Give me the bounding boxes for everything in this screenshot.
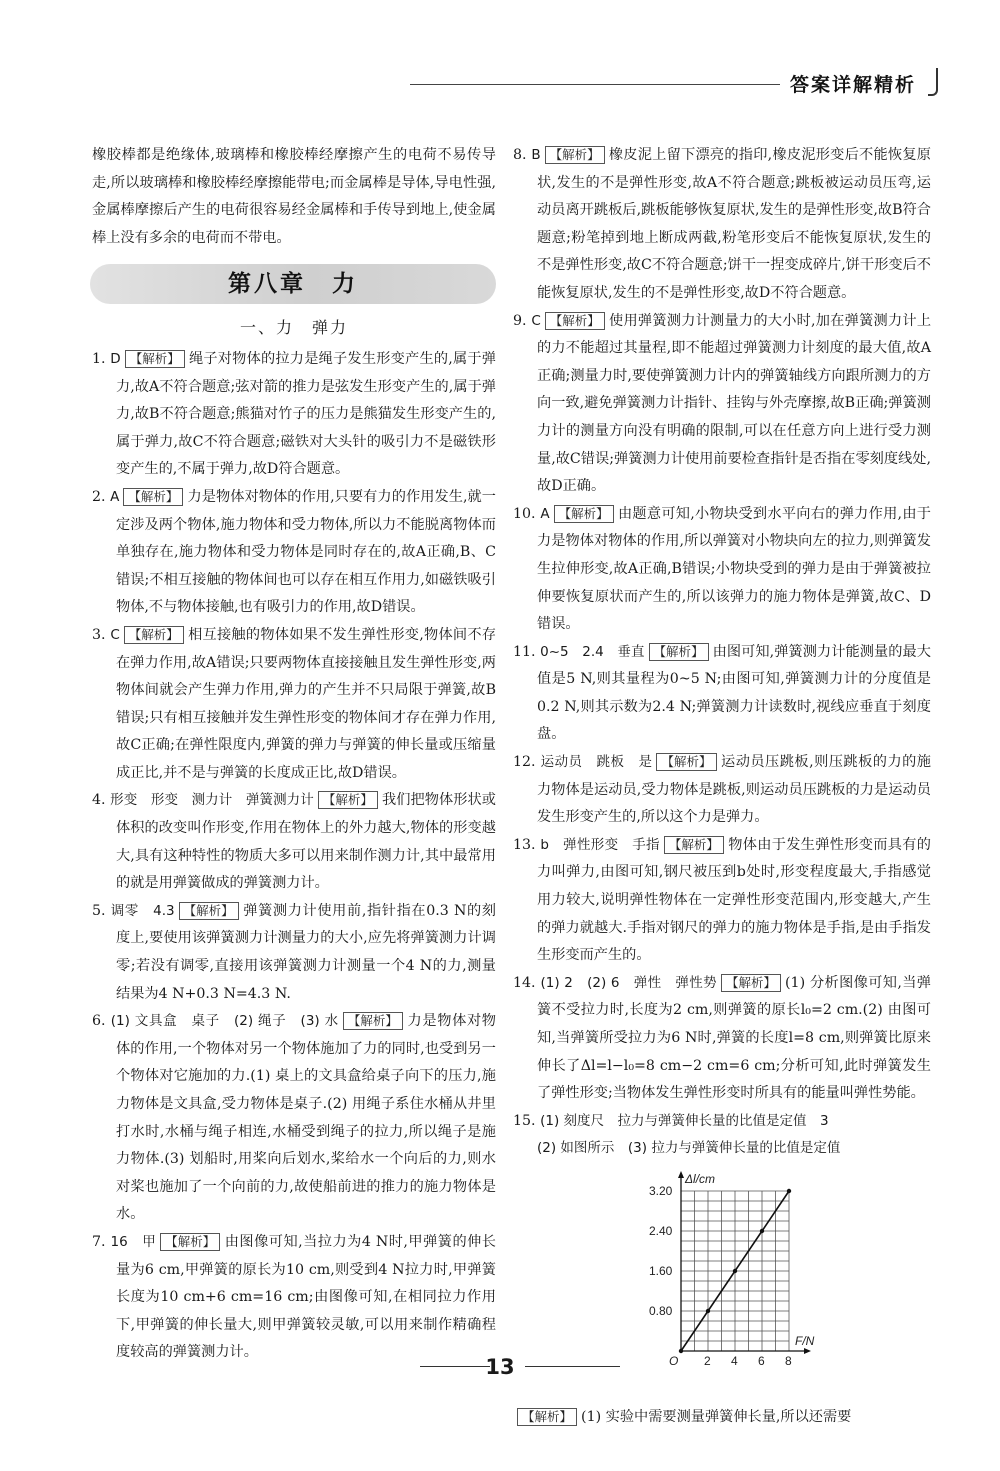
y-tick-label: 0.80: [649, 1303, 673, 1318]
header-bracket: [928, 68, 938, 96]
x-tick-label: 2: [704, 1353, 711, 1368]
item-number: 14.: [513, 974, 536, 991]
item-explanation: 我们把物体形状或体积的改变叫作形变,作用在物体上的外力越大,物体的形变越大,具有这种特性的物质大多可以用来制作测力计,其中最常用的就是用弹簧做成的弹簧测力计。: [116, 792, 496, 892]
answer-item: [92, 898, 496, 1008]
explanation-tag: 【 解析 】: [545, 312, 605, 330]
item-number: 3.: [92, 626, 106, 643]
explanation-text: (1) 实验中需要测量弹簧伸长量,所以还需要: [581, 1408, 852, 1425]
explanation-tag: 【 解析 】: [179, 902, 239, 920]
x-tick-label: 8: [785, 1353, 792, 1368]
answer-item: [92, 1008, 496, 1229]
item-number: 5.: [92, 902, 106, 919]
item-number: 10.: [513, 505, 536, 522]
answer-item: [513, 142, 931, 308]
item-answer: 形变 形变 测力计 弹簧测力计: [110, 792, 314, 809]
item-number: 4.: [92, 792, 106, 809]
item-answer: 运动员 跳板 是: [540, 754, 653, 771]
answer-item: [92, 787, 496, 897]
left-answer-list: [92, 346, 496, 1367]
item-explanation: 由题意可知,小物块受到水平向右的弹力作用,由于力是物体对物体的作用,所以弹簧对小物块向左的拉力,则弹簧发生拉伸形变,故A正确,B错误;小物块受到的弹力是由于弹簧被拉伸要恢复原状而产生的,所以该弹力的施力物体是弹簧,故C、D错误。: [537, 505, 931, 633]
item-explanation: 相互接触的物体如果不发生弹性形变,物体间不存在弹力作用,故A错误;只要两物体直接接触且发生弹性形变,两物体间就会产生弹力作用,弹力的产生并不只局限于弹簧,故B错误;只有相互接触并发生弹性形变的物体间才存在弹力作用,故C正确;在弹性限度内,弹簧的弹力与弹簧的伸长量或压缩量成正比,并不是与弹簧的长度成正比,故D错误。: [116, 626, 497, 781]
explanation-tag: 【 解析 】: [123, 488, 183, 506]
item-explanation: 弹簧测力计使用前,指针指在0.3 N的刻度上,要使用该弹簧测力计测量力的大小,应先将弹簧测力计调零;若没有调零,直接用该弹簧测力计测量一个4 N的力,测量结果为4 N+0.3 N=4.3 N.: [116, 902, 496, 1002]
item-number: 7.: [92, 1233, 106, 1250]
data-point: [679, 1349, 683, 1353]
item-explanation: (1) 分析图像可知,当弹簧不受拉力时,长度为2 cm,则弹簧的原长l₀=2 cm.(2) 由图可知,当弹簧所受拉力为6 N时,弹簧的长度l=8 cm,则弹簧比原来伸长了Δl=l−l₀=8 cm−2 cm=6 cm;分析可知,此时弹簧发生了弹性形变;当物体发生弹性形变时所具有的能量叫弹性势能。: [537, 974, 931, 1102]
explanation-tag: 【 解析 】: [721, 974, 781, 992]
intro-paragraph: 橡胶棒都是绝缘体,玻璃棒和橡胶棒经摩擦产生的电荷不易传导走,所以玻璃棒和橡胶棒经摩擦能带电;而金属棒是导体,导电性强,金属棒摩擦后产生的电荷很容易经金属棒和手传导到地上,使金属棒上没有多余的电荷而不带电。: [92, 147, 496, 246]
x-tick-label: 4: [731, 1353, 738, 1368]
answer-item: [92, 484, 496, 622]
answer-item: [513, 832, 931, 970]
item-explanation: 由图可知,弹簧测力计能测量的最大值是5 N,则其量程为0~5 N;由图可知,弹簧测力计的分度值是0.2 N,则其示数为2.4 N;弹簧测力计读数时,视线应垂直于刻度盘。: [537, 643, 931, 743]
data-point: [706, 1309, 710, 1313]
item-answer: b 弹性形变 手指: [540, 836, 660, 853]
item-number: 8.: [513, 147, 527, 163]
item-explanation: 由图像可知,当拉力为4 N时,甲弹簧的伸长量为6 cm,甲弹簧的原长为10 cm,则受到4 N拉力时,甲弹簧长度为10 cm+6 cm=16 cm;由图像可知,在相同拉力作用下,甲弹簧的伸长量大,则甲弹簧较灵敏,可以用来制作精确程度较高的弹簧测力计。: [116, 1233, 496, 1361]
explanation-tag: 【 解析 】: [664, 836, 724, 854]
item-answer: C: [531, 312, 541, 329]
x-axis-label: F/N: [795, 1333, 815, 1348]
answer-item: [92, 1229, 496, 1367]
y-tick-label: 1.60: [649, 1263, 673, 1278]
explanation-tag: 【 解析 】: [517, 1408, 577, 1426]
answer-item: [92, 346, 496, 484]
origin-label: O: [669, 1353, 679, 1368]
item-number: 11.: [513, 643, 536, 660]
item-answer: (1) 2 (2) 6 弹性 弹性势: [540, 974, 717, 991]
item-explanation: 力是物体对物体的作用,一个物体对另一个物体施加了力的同时,也受到另一个物体对它施加的力.(1) 桌上的文具盒给桌子向下的压力,施力物体是文具盒,受力物体是桌子.(2) 用绳子系住水桶从井里打水时,水桶与绳子相连,水桶受到绳子的拉力,所以绳子是施力物体.(3) 划船时,用桨向后划水,桨给水一个向后的力,则水对桨也施加了一个向前的力,故使船前进的推力的施力物体是水。: [116, 1013, 496, 1223]
explanation-tail: [513, 1404, 931, 1432]
data-point: [733, 1269, 737, 1273]
item-explanation: 物体由于发生弹性形变而具有的力叫弹力,由图可知,钢尺被压到b处时,形变程度最大,手指感觉用力较大,说明弹性物体在一定弹性形变范围内,形变越大,产生的弹力就越大.手指对钢尺的弹力的施力物体是手指,是由手指发生形变而产生的。: [537, 836, 931, 964]
page-rule-right: [525, 1366, 620, 1367]
item-answer: 0~5 2.4 垂直: [540, 643, 645, 660]
explanation-tag: 【 解析 】: [649, 643, 709, 661]
y-axis-arrow: [678, 1171, 684, 1178]
item-number: 2.: [92, 488, 106, 505]
item-answer: (1) 文具盒 桌子 (2) 绳子 (3) 水: [110, 1013, 339, 1030]
item-answer: A: [110, 488, 120, 505]
item-number: 9.: [513, 312, 527, 329]
explanation-tag: 【 解析 】: [554, 505, 614, 523]
item-explanation: 使用弹簧测力计测量力的大小时,加在弹簧测力计上的力不能超过其量程,即不能超过弹簧测力计刻度的最大值,故A正确;测量力时,要使弹簧测力计内的弹簧轴线方向跟所测力的方向一致,避免弹簧测力计指针、挂钩与外壳摩擦,故B正确;弹簧测力计的测量方向没有明确的限制,可以在任意方向上进行受力测量,故C错误;弹簧测力计使用前要检查指针是否指在零刻度线处,故D正确。: [537, 312, 932, 495]
answer-item: [513, 970, 931, 1108]
item-answer: D: [110, 350, 121, 367]
explanation-tag: 【 解析 】: [545, 146, 605, 164]
explanation-tag: 【 解析 】: [343, 1012, 403, 1030]
section-title: 一、力 弹力: [239, 318, 348, 338]
item-explanation: 运动员压跳板,则压跳板的力的施力物体是运动员,受力物体是跳板,则运动员压跳板的力是运动员发生形变产生的,所以这个力是弹力。: [537, 754, 931, 826]
item-answer: C: [110, 626, 120, 643]
right-answer-list: [513, 142, 931, 1108]
header-title: 答案详解精析: [790, 74, 917, 96]
answer-item: [513, 308, 931, 501]
item-explanation: 力是物体对物体的作用,只要有力的作用发生,就一定涉及两个物体,施力物体和受力物体,所以力不能脱离物体而单独存在,施力物体和受力物体是同时存在的,故A正确,B、C错误;不相互接触的物体间也可以存在相互作用力,如磁铁吸引物体,不与物体接触,也有吸引力的作用,故D错误。: [116, 488, 496, 616]
data-point: [760, 1229, 764, 1233]
item-answer: B: [531, 147, 541, 163]
answer-item-15: [513, 1108, 931, 1163]
item-number: 1.: [92, 350, 106, 367]
item-number: 13.: [513, 836, 536, 853]
item-explanation: 绳子对物体的拉力是绳子发生形变产生的,属于弹力,故A不符合题意;弦对箭的推力是弦发生形变产生的,属于弹力,故B不符合题意;熊猫对竹子的压力是熊猫发生形变产生的,属于弹力,故C不符合题意;磁铁对大头针的吸引力不是磁铁形变产生的,不属于弹力,故D符合题意。: [116, 350, 496, 478]
x-axis-arrow: [804, 1348, 811, 1354]
answer-item: [513, 639, 931, 749]
explanation-tag: 【 解析 】: [318, 791, 378, 809]
page-number: 13: [485, 1355, 515, 1379]
item-answer: 16 甲: [110, 1233, 157, 1250]
item-number: 15.: [513, 1112, 536, 1129]
explanation-tag: 【 解析 】: [656, 753, 716, 771]
y-tick-label: 2.40: [649, 1223, 673, 1238]
left-column: [92, 142, 496, 1367]
item-answer: (2) 如图所示 (3) 拉力与弹簧伸长量的比值是定值: [537, 1140, 841, 1157]
y-tick-label: 3.20: [649, 1183, 673, 1198]
item-number: 6.: [92, 1013, 106, 1030]
item-answer: 调零 4.3: [110, 902, 175, 919]
item-answer: (1) 刻度尺 拉力与弹簧伸长量的比值是定值 3: [540, 1112, 829, 1129]
explanation-tag: 【 解析 】: [124, 626, 184, 644]
explanation-tag: 【 解析 】: [125, 350, 185, 368]
answer-item: [92, 622, 496, 788]
item-answer: A: [540, 505, 550, 522]
answer-item: [513, 749, 931, 832]
y-axis-label: Δl/cm: [685, 1171, 716, 1186]
explanation-tag: 【 解析 】: [160, 1233, 220, 1251]
item-number: 12.: [513, 754, 536, 771]
item-explanation: 橡皮泥上留下漂亮的指印,橡皮泥形变后不能恢复原状,发生的不是弹性形变,故A不符合题意;跳板被运动员压弯,运动员离开跳板后,跳板能够恢复原状,发生的是弹性形变,故B符合题意;粉笔掉到地上断成两截,粉笔形变后不能恢复原状,发生的不是弹性形变,故C不符合题意;饼干一捏变成碎片,饼干形变后不能恢复原状,发生的不是弹性形变,故D不符合题意。: [537, 147, 931, 301]
data-point: [787, 1189, 791, 1193]
x-tick-label: 6: [758, 1353, 765, 1368]
chapter-title: 第八章 力: [90, 264, 496, 304]
right-column: [513, 142, 931, 1431]
answer-item: [513, 501, 931, 639]
header-rule: [410, 84, 780, 85]
